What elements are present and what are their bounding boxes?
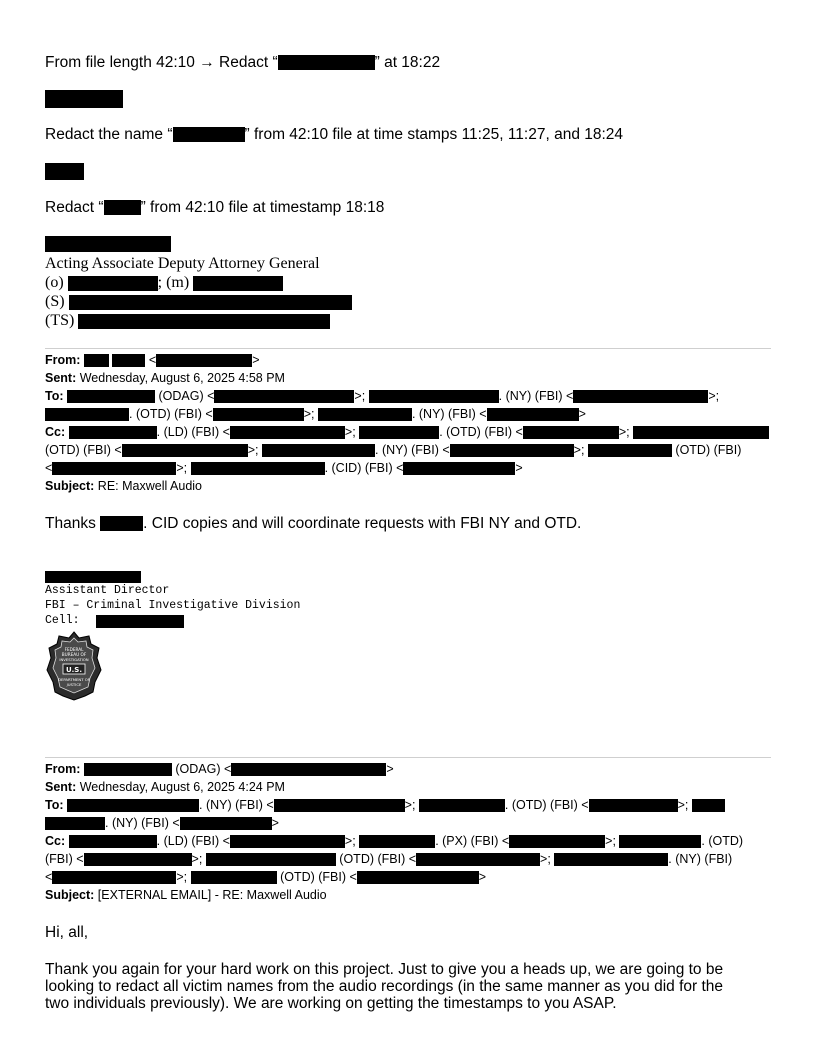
bracket: >; bbox=[191, 852, 203, 866]
bracket: >; bbox=[618, 425, 630, 439]
redaction-box bbox=[156, 354, 252, 367]
redaction-box bbox=[573, 390, 708, 403]
redaction-box bbox=[633, 426, 769, 439]
redaction-box bbox=[403, 462, 515, 475]
email2-greeting: Hi, all, bbox=[45, 924, 89, 941]
redaction-box bbox=[318, 408, 412, 421]
redaction-box bbox=[180, 817, 272, 830]
redaction-box bbox=[112, 354, 145, 367]
recipient-tag: . (OTD) (FBI) < bbox=[504, 798, 589, 812]
recipient-tag: . (LD) (FBI) < bbox=[156, 425, 230, 439]
badge-text: BUREAU OF bbox=[61, 652, 87, 657]
from-label: From: bbox=[45, 762, 81, 776]
redaction-box bbox=[45, 163, 84, 180]
redaction-box bbox=[206, 853, 336, 866]
instruction-text: Redact “ bbox=[45, 199, 104, 216]
bracket: >; bbox=[573, 443, 585, 457]
body-text: . CID copies and will coordinate requests with FBI NY and OTD. bbox=[143, 515, 582, 532]
bracket: >; bbox=[303, 407, 315, 421]
bracket: > bbox=[515, 461, 523, 475]
cell-label: Cell: bbox=[45, 614, 80, 627]
cc-label: Cc: bbox=[45, 834, 66, 848]
phone-label: ; (m) bbox=[157, 274, 190, 291]
instruction-text: Redact the name “ bbox=[45, 126, 173, 143]
signature-secure-line bbox=[45, 293, 352, 311]
redaction-box bbox=[523, 426, 619, 439]
subject-label: Subject: bbox=[45, 888, 95, 902]
redaction-box bbox=[191, 871, 277, 884]
body-line: two individuals previously). We are working on getting the timestamps to you ASAP. bbox=[45, 995, 617, 1012]
recipient-tag: (FBI) < bbox=[45, 852, 84, 866]
redaction-box bbox=[84, 853, 192, 866]
redaction-box bbox=[84, 763, 172, 776]
from-label: From: bbox=[45, 353, 81, 367]
email2-subject bbox=[45, 888, 327, 902]
instruction-line-1 bbox=[45, 54, 440, 72]
sent-label: Sent: bbox=[45, 780, 77, 794]
sent-label: Sent: bbox=[45, 371, 77, 385]
bracket: >; bbox=[344, 425, 356, 439]
instruction-line-2 bbox=[45, 126, 623, 144]
redaction-box bbox=[45, 571, 141, 583]
redaction-box bbox=[67, 390, 155, 403]
redaction-box bbox=[52, 871, 176, 884]
to-label: To: bbox=[45, 798, 64, 812]
email1-body bbox=[45, 515, 581, 533]
body-line: Thank you again for your hard work on this project. Just to give you a heads up, we are going to be bbox=[45, 961, 724, 978]
subject-label: Subject: bbox=[45, 479, 95, 493]
redaction-box bbox=[359, 426, 439, 439]
redaction-box bbox=[692, 799, 725, 812]
subject-text: [EXTERNAL EMAIL] - RE: Maxwell Audio bbox=[97, 888, 327, 902]
email1-cc-line1 bbox=[45, 425, 769, 439]
recipient-tag: (ODAG) < bbox=[158, 389, 215, 403]
redaction-box bbox=[67, 799, 199, 812]
email1-to-line1 bbox=[45, 389, 719, 403]
bracket: >; bbox=[540, 852, 551, 866]
recipient-tag: . (NY) (FBI) bbox=[668, 852, 733, 866]
email1-sent bbox=[45, 371, 285, 385]
signature-phone-line bbox=[45, 274, 283, 292]
redaction-box bbox=[369, 390, 499, 403]
bracket: >; bbox=[354, 389, 366, 403]
email2-from bbox=[45, 762, 394, 776]
redaction-box bbox=[122, 444, 248, 457]
redaction-box bbox=[509, 835, 605, 848]
signature2-title: Assistant Director bbox=[45, 584, 170, 597]
redaction-box bbox=[69, 295, 352, 310]
bracket: < bbox=[45, 870, 53, 884]
redaction-box bbox=[100, 516, 143, 531]
email2-body bbox=[45, 961, 723, 1012]
redaction-box bbox=[173, 127, 245, 142]
redaction-box bbox=[52, 462, 176, 475]
bracket: > bbox=[478, 870, 487, 884]
redaction-box bbox=[450, 444, 574, 457]
instruction-text: ” at 18:22 bbox=[374, 54, 441, 71]
redaction-box bbox=[104, 200, 141, 215]
to-label: To: bbox=[45, 389, 64, 403]
separator bbox=[45, 348, 771, 349]
redaction-box bbox=[278, 55, 375, 70]
bracket: < bbox=[45, 461, 53, 475]
ts-label: (TS) bbox=[45, 312, 75, 329]
recipient-tag: . (NY) (FBI) < bbox=[105, 816, 180, 830]
bracket: > bbox=[252, 353, 260, 367]
redaction-box bbox=[214, 390, 354, 403]
bracket: >; bbox=[247, 443, 259, 457]
bracket: >; bbox=[344, 834, 356, 848]
redaction-box bbox=[231, 763, 386, 776]
redaction-box bbox=[230, 835, 345, 848]
recipient-tag: . (NY) (FBI) < bbox=[375, 443, 450, 457]
email2-cc-line2 bbox=[45, 852, 732, 866]
redaction-box bbox=[554, 853, 668, 866]
body-line: looking to redact all victim names from the audio recordings (in the same manner as you did for the bbox=[45, 978, 724, 995]
redaction-box bbox=[193, 276, 283, 291]
email1-from bbox=[45, 353, 260, 367]
signature2-cell bbox=[45, 614, 80, 627]
redaction-box bbox=[96, 615, 184, 628]
recipient-tag: . (NY) (FBI) < bbox=[498, 389, 574, 403]
redaction-box bbox=[84, 354, 109, 367]
recipient-tag: . (OTD) (FBI) < bbox=[439, 425, 523, 439]
badge-text: INVESTIGATION bbox=[59, 657, 89, 662]
recipient-tag: . (PX) (FBI) < bbox=[435, 834, 510, 848]
recipient-tag: (OTD) (FBI) < bbox=[45, 443, 122, 457]
redaction-box bbox=[588, 444, 672, 457]
recipient-tag: . (NY) (FBI) < bbox=[199, 798, 274, 812]
bracket: > bbox=[386, 762, 394, 776]
bracket: >; bbox=[176, 870, 188, 884]
instruction-text: ” from 42:10 file at time stamps 11:25, 11:27, and 18:24 bbox=[244, 126, 624, 143]
signature2-division: FBI – Criminal Investigative Division bbox=[45, 599, 301, 612]
phone-label: (o) bbox=[45, 274, 64, 291]
redaction-box bbox=[419, 799, 505, 812]
redaction-box bbox=[357, 871, 479, 884]
instruction-line-3 bbox=[45, 199, 384, 217]
recipient-tag: . (OTD) bbox=[701, 834, 744, 848]
recipient-tag: (OTD) (FBI) < bbox=[280, 870, 357, 884]
redaction-box bbox=[191, 462, 325, 475]
recipient-tag: . (OTD) (FBI) < bbox=[129, 407, 213, 421]
signature-title: Acting Associate Deputy Attorney General bbox=[45, 255, 320, 272]
bracket: >; bbox=[605, 834, 616, 848]
redaction-box bbox=[274, 799, 405, 812]
bracket: < bbox=[148, 353, 157, 367]
redaction-box bbox=[213, 408, 304, 421]
email1-cc-line3 bbox=[45, 461, 523, 475]
redaction-box bbox=[69, 835, 157, 848]
redaction-box bbox=[619, 835, 701, 848]
bracket: >; bbox=[176, 461, 188, 475]
redaction-box bbox=[416, 853, 540, 866]
email1-to-line2 bbox=[45, 407, 586, 421]
recipient-tag: . (NY) (FBI) < bbox=[411, 407, 487, 421]
redaction-box bbox=[589, 799, 678, 812]
body-text: Thanks bbox=[45, 515, 96, 532]
redaction-box bbox=[359, 835, 435, 848]
signature-ts-line bbox=[45, 312, 330, 330]
badge-text: DEPARTMENT OF bbox=[58, 677, 90, 682]
recipient-tag: (ODAG) < bbox=[175, 762, 232, 776]
sent-date: Wednesday, August 6, 2025 4:24 PM bbox=[79, 780, 285, 794]
separator bbox=[45, 757, 771, 758]
email2-sent bbox=[45, 780, 285, 794]
bracket: > bbox=[271, 816, 279, 830]
redaction-box bbox=[45, 817, 105, 830]
recipient-tag: . (CID) (FBI) < bbox=[324, 461, 404, 475]
email2-cc-line1 bbox=[45, 834, 743, 848]
bracket: >; bbox=[677, 798, 689, 812]
bracket: > bbox=[578, 407, 586, 421]
email2-to-line1 bbox=[45, 798, 725, 812]
redaction-box bbox=[230, 426, 345, 439]
email1-cc-line2 bbox=[45, 443, 741, 457]
redaction-box bbox=[262, 444, 375, 457]
recipient-tag: . (LD) (FBI) < bbox=[156, 834, 230, 848]
redaction-box bbox=[69, 426, 157, 439]
instruction-text: From file length 42:10 → Redact “ bbox=[45, 54, 278, 71]
redaction-box bbox=[45, 236, 171, 252]
redaction-box bbox=[45, 90, 123, 108]
recipient-tag: (OTD) (FBI) < bbox=[339, 852, 417, 866]
redaction-box bbox=[78, 314, 330, 329]
cc-label: Cc: bbox=[45, 425, 66, 439]
fbi-badge-icon bbox=[45, 630, 103, 702]
badge-text: U.S. bbox=[65, 666, 83, 674]
secure-label: (S) bbox=[45, 293, 65, 310]
bracket: >; bbox=[708, 389, 720, 403]
badge-text: JUSTICE bbox=[66, 682, 82, 687]
email1-subject bbox=[45, 479, 202, 493]
sent-date: Wednesday, August 6, 2025 4:58 PM bbox=[79, 371, 285, 385]
email2-to-line2 bbox=[45, 816, 279, 830]
badge-text: FEDERAL bbox=[64, 647, 84, 652]
subject-text: RE: Maxwell Audio bbox=[97, 479, 203, 493]
redaction-box bbox=[68, 276, 158, 291]
recipient-tag: (OTD) (FBI) bbox=[675, 443, 742, 457]
email2-cc-line3 bbox=[45, 870, 486, 884]
redaction-box bbox=[487, 408, 579, 421]
instruction-text: ” from 42:10 file at timestamp 18:18 bbox=[140, 199, 385, 216]
bracket: >; bbox=[404, 798, 416, 812]
redaction-box bbox=[45, 408, 129, 421]
